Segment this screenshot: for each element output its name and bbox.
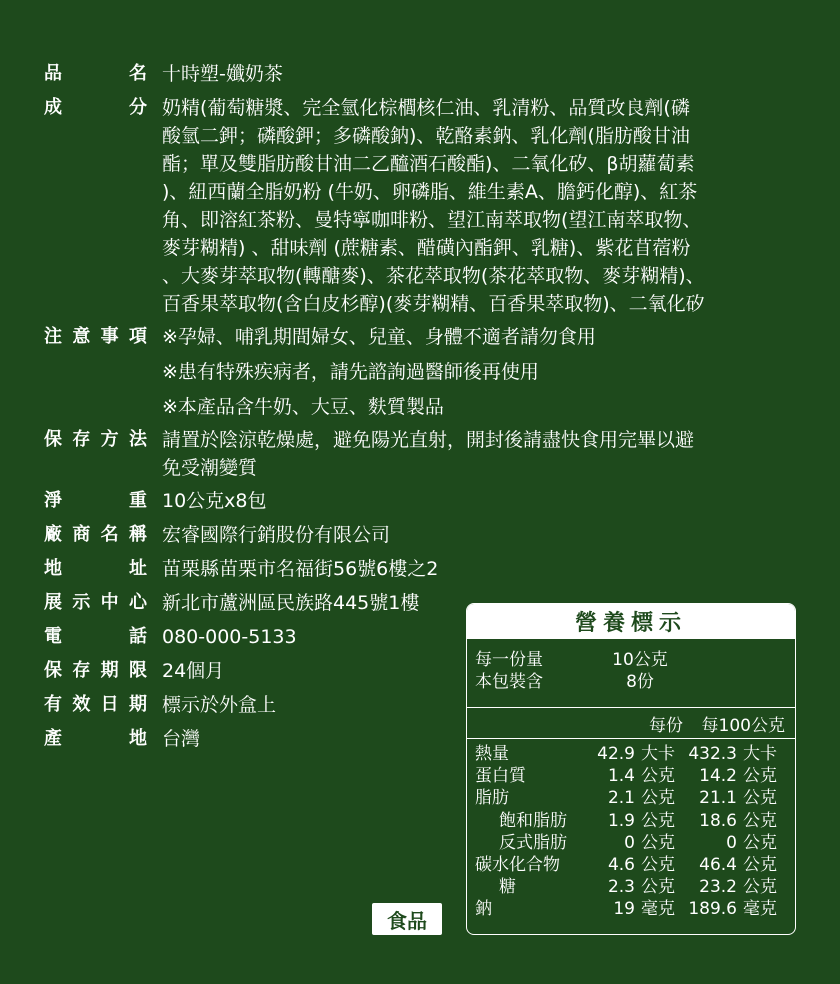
per-serving-unit: 公克 (641, 810, 675, 831)
per-100g-unit: 公克 (743, 832, 777, 853)
nutrient-name: 飽和脂肪 (499, 810, 567, 831)
label-key: 注 意 事 項 (44, 326, 147, 347)
ingredients-line: )、紐西蘭全脂奶粉 (牛奶、卵磷脂、維生素A、膽鈣化醇)、紅茶 (162, 181, 698, 203)
servings-per-pack-label: 本包裝含 (475, 672, 543, 692)
row-name (44, 58, 804, 89)
nutrition-title: 營養標示 (467, 604, 795, 639)
nutrient-name: 蛋白質 (475, 766, 526, 787)
label-key: 有 效 日 期 (44, 694, 147, 715)
per-serving-amount: 19 (613, 899, 635, 920)
warning-line: ※孕婦、哺乳期間婦女、兒童、身體不適者請勿食用 (162, 326, 596, 348)
maker-address: 苗栗縣苗栗市名福街56號6樓之2 (162, 558, 439, 580)
nutrition-row (475, 898, 787, 920)
row-maker (44, 519, 804, 550)
per-serving-amount: 2.1 (607, 788, 635, 809)
ingredients-line: 酸氫二鉀；磷酸鉀；多磷酸鈉)、乾酪素鈉、乳化劑(脂肪酸甘油 (162, 125, 690, 147)
nutrition-facts-panel (466, 603, 796, 935)
per-100g-amount: 18.6 (699, 810, 737, 831)
per-serving-unit: 毫克 (641, 899, 675, 920)
per-serving-amount: 1.9 (607, 810, 635, 831)
nutrient-name: 糖 (499, 877, 516, 898)
ingredients-line: 酯；單及雙脂肪酸甘油二乙醯酒石酸酯)、二氧化矽、β胡蘿蔔素 (162, 153, 695, 175)
row-ingredients (44, 92, 804, 318)
per-serving-amount: 0 (624, 832, 635, 853)
label-key: 廠 商 名 稱 (44, 524, 147, 545)
nutrition-column-headers (467, 708, 795, 738)
nutrition-rows (467, 739, 795, 921)
ingredients-line: 奶精(葡萄糖漿、完全氫化棕櫚核仁油、乳清粉、品質改良劑(磷 (162, 97, 690, 119)
per-100g-unit: 公克 (743, 877, 777, 898)
per-100g-unit: 大卡 (743, 744, 777, 764)
phone-number: 080-000-5133 (162, 626, 297, 648)
maker-name: 宏睿國際行銷股份有限公司 (162, 524, 391, 546)
serving-info (467, 639, 795, 707)
per-serving-amount: 2.3 (607, 877, 635, 898)
serving-size-label: 每一份量 (475, 650, 543, 670)
nutrient-name: 反式脂肪 (499, 832, 567, 853)
per-100g-header: 每100公克 (701, 715, 785, 736)
nutrition-row (475, 810, 787, 832)
per-100g-unit: 公克 (743, 810, 777, 831)
showroom-address: 新北市蘆洲區民族路445號1樓 (162, 592, 420, 614)
shelf-life: 24個月 (162, 660, 225, 682)
nutrition-row (475, 876, 787, 898)
product-name: 十時塑-孅奶茶 (162, 63, 283, 85)
per-100g-amount: 46.4 (699, 855, 737, 876)
nutrition-row (475, 765, 787, 787)
per-100g-amount: 432.3 (688, 744, 737, 764)
nutrient-name: 鈉 (475, 899, 492, 920)
warnings-text (162, 321, 790, 421)
per-serving-header: 每份 (649, 715, 683, 736)
label-key: 品 名 (44, 63, 147, 84)
net-weight: 10公克x8包 (162, 490, 267, 512)
ingredients-line: 麥芽糊精) 、甜味劑 (蔗糖素、醋磺內酯鉀、乳糖)、紫花苜蓿粉 (162, 237, 691, 259)
per-100g-amount: 23.2 (699, 877, 737, 898)
nutrition-row (475, 743, 787, 765)
per-serving-unit: 公克 (641, 832, 675, 853)
per-serving-unit: 公克 (641, 877, 675, 898)
label-key: 電 話 (44, 626, 147, 647)
per-100g-unit: 公克 (743, 766, 777, 787)
warning-line: ※本產品含牛奶、大豆、麩質製品 (162, 396, 444, 418)
row-warnings (44, 321, 804, 421)
per-100g-unit: 公克 (743, 788, 777, 809)
row-address (44, 553, 804, 584)
origin: 台灣 (162, 728, 201, 750)
label-key: 保 存 期 限 (44, 660, 147, 681)
ingredients-text (162, 92, 790, 318)
per-serving-amount: 42.9 (597, 744, 635, 764)
label-key: 產 地 (44, 728, 147, 749)
nutrient-name: 脂肪 (475, 788, 509, 809)
ingredients-line: 、大麥芽萃取物(轉醣麥)、茶花萃取物(茶花萃取物、麥芽糊精)、 (162, 265, 705, 287)
ingredients-line: 百香果萃取物(含白皮杉醇)(麥芽糊精、百香果萃取物)、二氧化矽 (162, 293, 705, 315)
per-serving-unit: 公克 (641, 855, 675, 876)
label-key: 保 存 方 法 (44, 429, 147, 450)
servings-per-pack-value: 8份 (626, 672, 654, 692)
per-100g-amount: 189.6 (688, 899, 737, 920)
food-badge: 食品 (372, 903, 442, 935)
storage-text: 請置於陰涼乾燥處，避免陽光直射，開封後請盡快食用完畢以避 免受潮變質 (162, 429, 695, 479)
per-serving-unit: 公克 (641, 788, 675, 809)
per-serving-unit: 公克 (641, 766, 675, 787)
nutrient-name: 熱量 (475, 744, 509, 764)
per-100g-amount: 0 (726, 832, 737, 853)
per-serving-amount: 4.6 (607, 855, 635, 876)
label-key: 地 址 (44, 558, 147, 579)
nutrient-name: 碳水化合物 (475, 855, 560, 876)
row-net-weight (44, 485, 804, 516)
nutrition-row (475, 832, 787, 854)
nutrition-row (475, 854, 787, 876)
per-serving-amount: 1.4 (607, 766, 635, 787)
per-100g-unit: 公克 (743, 855, 777, 876)
warning-line: ※患有特殊疾病者，請先諮詢過醫師後再使用 (162, 361, 539, 383)
per-serving-unit: 大卡 (641, 744, 675, 764)
label-key: 成 分 (44, 97, 147, 118)
ingredients-line: 角、即溶紅茶粉、曼特寧咖啡粉、望江南萃取物(望江南萃取物、 (162, 209, 702, 231)
label-key: 淨 重 (44, 490, 147, 511)
per-100g-amount: 14.2 (699, 766, 737, 787)
nutrition-row (475, 787, 787, 809)
per-100g-unit: 毫克 (743, 899, 777, 920)
row-storage (44, 424, 804, 482)
per-100g-amount: 21.1 (699, 788, 737, 809)
serving-size-value: 10公克 (612, 650, 668, 670)
expiry-note: 標示於外盒上 (162, 694, 277, 716)
label-key: 展 示 中 心 (44, 592, 147, 613)
